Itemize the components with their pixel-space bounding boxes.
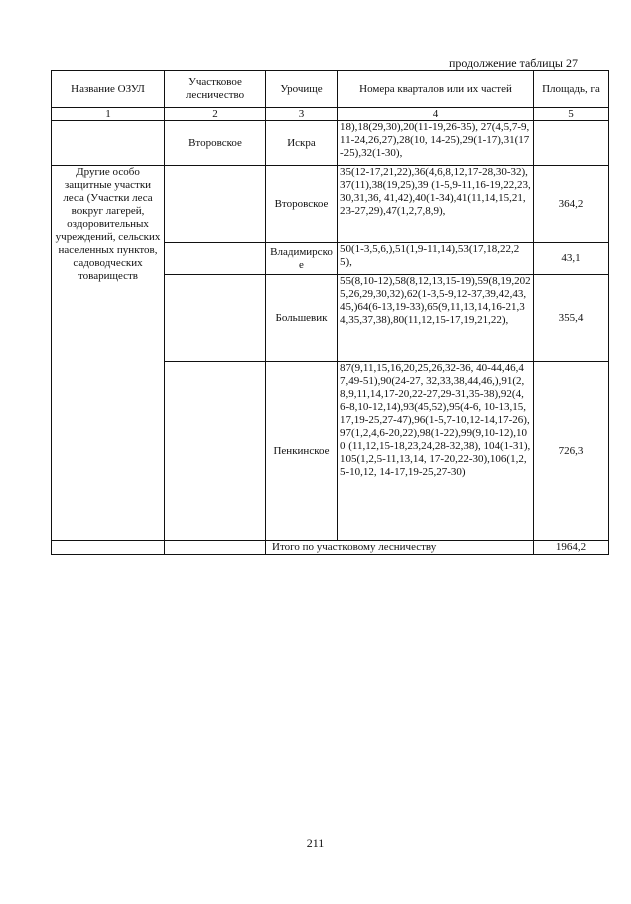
- empty-cell: [165, 243, 266, 275]
- column-number: 4: [338, 108, 534, 121]
- table-continuation-caption: продолжение таблицы 27: [448, 56, 578, 70]
- quarters-cell: 55(8,10-12),58(8,12,13,15-19),59(8,19,2025,26,29,30,32),62(1-3,5-9,12-37,39,42,43,45,)64(6-13,19-33),65(9,11,13,14,16-21,34,35,37,38),80(11,12,15-17,19,21,22),: [338, 275, 534, 362]
- empty-cell: [165, 166, 266, 243]
- page-number: 211: [306, 836, 325, 850]
- tract-cell: Искра: [266, 121, 338, 166]
- total-label: Итого по участковому лесничеству: [266, 541, 534, 555]
- header-tract: Урочище: [266, 71, 338, 108]
- column-number: 3: [266, 108, 338, 121]
- empty-cell: [52, 121, 165, 166]
- empty-cell: [165, 362, 266, 541]
- tract-cell: Большевик: [266, 275, 338, 362]
- header-ozul-name: Название ОЗУЛ: [52, 71, 165, 108]
- quarters-cell: 50(1-3,5,6,),51(1,9-11,14),53(17,18,22,25),: [338, 243, 534, 275]
- area-cell: 726,3: [534, 362, 609, 541]
- tract-cell: Владимирское: [266, 243, 338, 275]
- table-row: [52, 166, 609, 243]
- table-row: [52, 121, 609, 166]
- quarters-cell: 18),18(29,30),20(11-19,26-35), 27(4,5,7-9,11-24,26,27),28(10, 14-25),29(1-17),31(17-25),32(1-30),: [338, 121, 534, 166]
- column-number: 1: [52, 108, 165, 121]
- forest-areas-table: [51, 70, 609, 555]
- header-district-forestry: Участковое лесничество: [165, 71, 266, 108]
- column-number: 2: [165, 108, 266, 121]
- ozul-name-cell: Другие особо защитные участки леса (Участки леса вокруг лагерей, оздоровительных учреждений, сельских населенных пунктов, садоводческих товариществ: [52, 166, 165, 541]
- area-cell: [534, 121, 609, 166]
- header-area: Площадь, га: [534, 71, 609, 108]
- area-cell: 355,4: [534, 275, 609, 362]
- quarters-cell: 87(9,11,15,16,20,25,26,32-36, 40-44,46,47,49-51),90(24-27, 32,33,38,44,46,),91(2,8,9,11,14,17-20,22-27,29-31,35-38),92(4, 6-8,10-12,14),93(45,52),95(4-6, 10-13,15,17,19-25,27-47),96(1-5,7-10,12-14,17-26),97(1,2,4,6-20,22),98(1-22),99(9,10-12),100 (11,12,15-18,23,24,28-32,38), 104(1-31),105(1,2,5-11,13,14, 17-20,22-30),106(1,2,5-10,12, 14-17,19-25,27-30): [338, 362, 534, 541]
- empty-cell: [165, 541, 266, 555]
- tract-cell: Пенкинское: [266, 362, 338, 541]
- header-quarters: Номера кварталов или их частей: [338, 71, 534, 108]
- column-number: 5: [534, 108, 609, 121]
- total-row: [52, 541, 609, 555]
- area-cell: 43,1: [534, 243, 609, 275]
- tract-cell: Второвское: [266, 166, 338, 243]
- empty-cell: [165, 275, 266, 362]
- header-row: [52, 71, 609, 108]
- forestry-cell: Второвское: [165, 121, 266, 166]
- area-cell: 364,2: [534, 166, 609, 243]
- quarters-cell: 35(12-17,21,22),36(4,6,8,12,17-28,30-32),37(11),38(19,25),39 (1-5,9-11,16-19,22,23,30,31,36, 41,42),40(1-34),41(11,14,15,21, 23-27,29),47(1,2,7,8,9),: [338, 166, 534, 243]
- column-number-row: [52, 108, 609, 121]
- empty-cell: [52, 541, 165, 555]
- total-value: 1964,2: [534, 541, 609, 555]
